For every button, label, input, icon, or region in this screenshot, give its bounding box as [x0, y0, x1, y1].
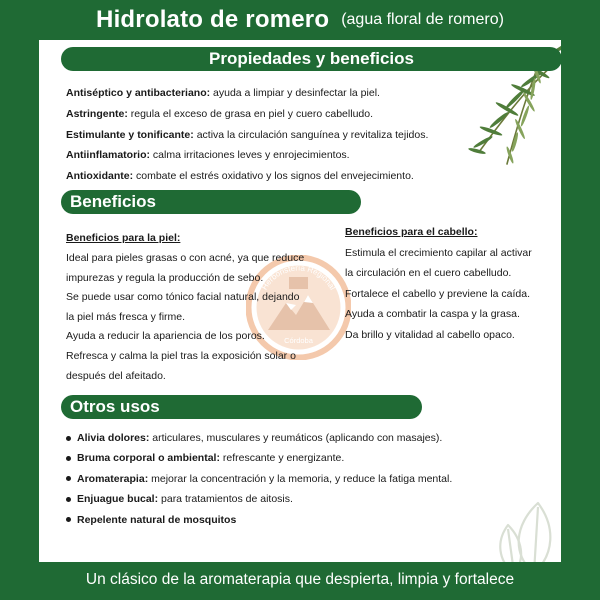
hair-benefit-line: Estimula el crecimiento capilar al activar	[345, 247, 532, 259]
hair-benefits	[345, 222, 555, 345]
hair-benefit-line: Da brillo y vitalidad al cabello opaco.	[345, 328, 515, 341]
list-item: Bruma corporal o ambiental: refrescante y energizante.	[66, 448, 546, 468]
skin-benefit-line: Ayuda a reducir la apariencia de los poros.	[66, 330, 265, 343]
skin-benefits-title: Beneficios para la piel:	[66, 232, 181, 244]
content-card	[39, 40, 561, 562]
bullet-icon	[66, 456, 71, 461]
hair-benefits-title: Beneficios para el cabello:	[345, 226, 478, 238]
list-item: Repelente natural de mosquitos	[66, 510, 546, 530]
list-item: Alivia dolores: articulares, musculares y reumáticos (aplicando con masajes).	[66, 428, 546, 448]
hair-benefit-line: Ayuda a combatir la caspa y la grasa.	[345, 308, 520, 321]
header	[0, 0, 600, 40]
watermark-city: Córdoba	[284, 336, 313, 345]
page-subtitle: (agua floral de romero)	[341, 11, 504, 28]
other-uses-list	[66, 428, 546, 530]
skin-benefit-line: la piel más fresca y firme.	[66, 310, 186, 323]
bullet-icon	[66, 476, 71, 481]
footer-tagline: Un clásico de la aromaterapia que despierta, limpia y fortalece	[85, 571, 515, 588]
page-title: Hidrolato de romero	[96, 6, 330, 33]
bullet-icon	[66, 497, 71, 502]
properties-list	[66, 83, 546, 187]
skin-benefit-line: Se puede usar como tónico facial natural, dejando	[66, 291, 300, 304]
skin-benefit-line: Refresca y calma la piel tras la exposición solar o	[66, 349, 296, 362]
benefits-heading: Beneficios	[61, 190, 361, 214]
other-uses-heading: Otros usos	[61, 395, 422, 419]
watermark-arc-text: Herboristería Regional	[259, 263, 338, 292]
property-item: Antiséptico y antibacteriano: ayuda a limpiar y desinfectar la piel.	[66, 87, 380, 99]
property-item: Antiinflamatorio: calma irritaciones leves y enrojecimientos.	[66, 149, 350, 162]
skin-benefit-line: impurezas y regula la producción de sebo.	[66, 271, 264, 284]
hair-benefit-line: Fortalece el cabello y previene la caída.	[345, 287, 531, 300]
properties-heading: Propiedades y beneficios	[61, 47, 561, 71]
property-item: Estimulante y tonificante: activa la circulación sanguínea y revitaliza tejidos.	[66, 128, 429, 141]
bullet-icon	[66, 517, 71, 522]
property-item: Antioxidante: combate el estrés oxidativo y los signos del envejecimiento.	[66, 170, 414, 183]
skin-benefit-line: después del afeitado.	[66, 369, 166, 382]
list-item: Aromaterapia: mejorar la concentración y la memoria, y reduce la fatiga mental.	[66, 469, 546, 489]
property-item: Astringente: regula el exceso de grasa en piel y cuero cabelludo.	[66, 107, 373, 120]
skin-benefit-line: Ideal para pieles grasas o con acné, ya que reduce	[66, 252, 305, 264]
skin-benefits	[66, 228, 331, 386]
bullet-icon	[66, 436, 71, 441]
list-item: Enjuague bucal: para tratamientos de aitosis.	[66, 489, 546, 509]
hair-benefit-line: la circulación en el cuero cabelludo.	[345, 267, 512, 280]
